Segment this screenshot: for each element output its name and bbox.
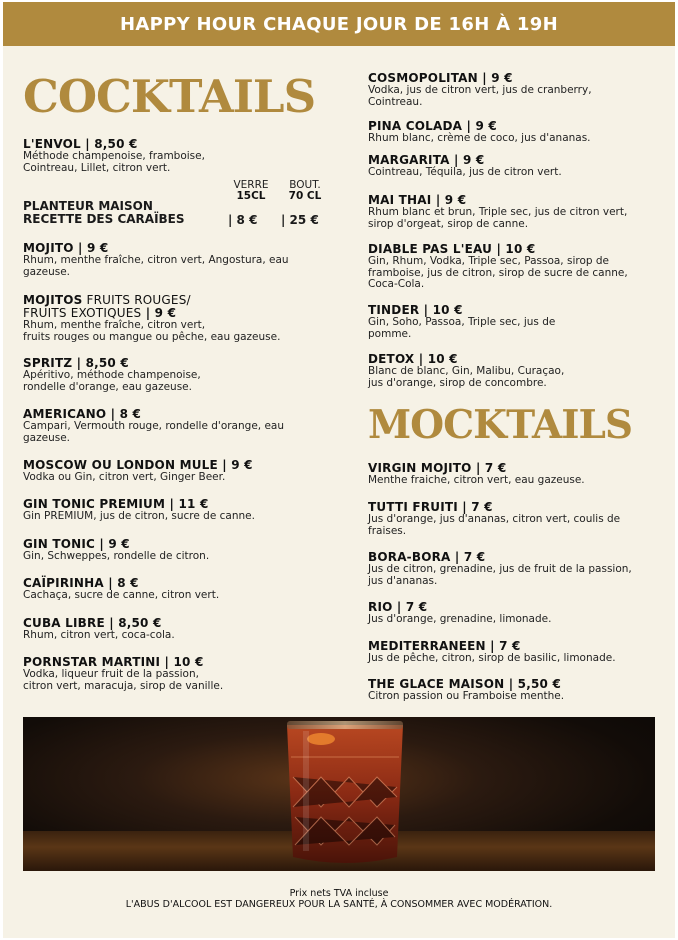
item-name: CAÏPIRINHA | 8 € — [23, 576, 139, 590]
price-header-verre — [225, 180, 277, 202]
item-desc: Rhum, menthe fraîche, citron vert, — [23, 319, 206, 331]
item-name: MOSCOW OU LONDON MULE | 9 € — [23, 458, 253, 472]
item-name: RIO | 7 € — [368, 600, 428, 614]
menu-item-pornstar-martini — [23, 656, 313, 692]
item-desc: Gin PREMIUM, jus de citron, sucre de canne. — [23, 510, 255, 522]
menu-item-rio — [368, 601, 658, 626]
item-desc: sirop d'orgeat, sirop de canne. — [368, 217, 529, 230]
happy-hour-banner: HAPPY HOUR CHAQUE JOUR DE 16H À 19H — [3, 2, 675, 46]
item-desc: Gin, Rhum, Vodka, Triple sec, Passoa, sirop de — [368, 255, 610, 267]
menu-item-diable-pas-leau — [368, 243, 658, 291]
item-desc: Gin, Schweppes, rondelle de citron. — [23, 550, 210, 562]
planteur-line1: PLANTEUR MAISON — [23, 199, 153, 213]
mocktails-title: MOCKTAILS — [368, 402, 633, 448]
item-name: SPRITZ | 8,50 € — [23, 356, 129, 370]
item-name: TINDER | 10 € — [368, 303, 463, 317]
menu-item-margarita — [368, 154, 658, 179]
item-desc: Vodka, jus de citron vert, jus de cranberry, — [368, 84, 592, 96]
menu-item-the-glace-maison — [368, 678, 658, 703]
price-header-bout — [279, 180, 331, 202]
item-desc: Méthode champenoise, framboise, — [23, 150, 205, 162]
item-name: VIRGIN MOJITO | 7 € — [368, 461, 507, 475]
item-desc: Gin, Soho, Passoa, Triple sec, jus de — [368, 316, 556, 328]
item-desc: Cachaça, sucre de canne, citron vert. — [23, 589, 220, 601]
item-name-light: FRUITS ROUGES/ — [82, 293, 191, 307]
item-desc: Jus d'orange, jus d'ananas, citron vert, coulis de — [368, 513, 621, 525]
item-desc: Cointreau, Téquila, jus de citron vert. — [368, 166, 562, 178]
menu-item-caipirinha — [23, 577, 313, 602]
menu-item-bora-bora — [368, 551, 658, 587]
item-desc: Vodka ou Gin, citron vert, Ginger Beer. — [23, 471, 226, 483]
item-name: GIN TONIC PREMIUM | 11 € — [23, 497, 209, 511]
item-desc: Cointreau. — [368, 95, 423, 108]
price-header-bout-label: BOUT. — [289, 179, 321, 191]
item-desc: fraises. — [368, 524, 407, 537]
menu-item-planteur — [23, 200, 185, 226]
item-name: BORA-BORA | 7 € — [368, 550, 486, 564]
item-desc: Rhum, menthe fraîche, citron vert, Angostura, eau — [23, 254, 289, 266]
menu-item-mediterraneen — [368, 640, 658, 665]
item-desc: Campari, Vermouth rouge, rondelle d'orange, eau — [23, 420, 284, 432]
item-price: | 9 € — [141, 306, 177, 320]
cocktail-glass-icon — [281, 717, 409, 869]
menu-item-gin-tonic — [23, 538, 313, 563]
item-desc: Jus de citron, grenadine, jus de fruit de la passion, — [368, 563, 632, 575]
price-note: Prix nets TVA incluse — [289, 888, 389, 899]
item-desc: fruits rouges ou mangue ou pêche, eau gazeuse. — [23, 330, 281, 343]
menu-page — [3, 2, 675, 938]
menu-item-mai-thai — [368, 194, 658, 230]
item-desc: framboise, jus de citron, sirop de sucre de canne, — [368, 266, 628, 279]
menu-item-detox — [368, 353, 658, 389]
item-name: DIABLE PAS L'EAU | 10 € — [368, 242, 536, 256]
cocktails-title: COCKTAILS — [23, 70, 316, 123]
item-name-light: FRUITS EXOTIQUES — [23, 306, 142, 320]
item-name: GIN TONIC | 9 € — [23, 537, 130, 551]
item-desc: Rhum blanc, crème de coco, jus d'ananas. — [368, 132, 591, 144]
menu-item-tinder — [368, 304, 658, 340]
price-header-verre-label: VERRE — [233, 179, 269, 191]
item-desc: Citron passion ou Framboise menthe. — [368, 690, 565, 702]
menu-item-tutti-fruiti — [368, 501, 658, 537]
price-header-verre-size: 15CL — [236, 190, 266, 202]
item-desc: Apéritivo, méthode champenoise, — [23, 369, 201, 381]
item-desc: pomme. — [368, 327, 412, 340]
menu-item-cuba-libre — [23, 617, 313, 642]
item-desc: Blanc de blanc, Gin, Malibu, Curaçao, — [368, 365, 565, 377]
item-desc: Menthe fraiche, citron vert, eau gazeuse. — [368, 474, 585, 486]
item-name: AMERICANO | 8 € — [23, 407, 142, 421]
item-name: L'ENVOL | 8,50 € — [23, 137, 138, 151]
menu-item-virgin-mojito — [368, 462, 658, 487]
item-name: DETOX | 10 € — [368, 352, 458, 366]
item-desc: Cointreau, Lillet, citron vert. — [23, 161, 171, 174]
item-name: PORNSTAR MARTINI | 10 € — [23, 655, 204, 669]
planteur-price-bout: | 25 € — [281, 213, 319, 227]
menu-item-americano — [23, 408, 313, 444]
menu-item-pina-colada — [368, 120, 658, 145]
item-name: THE GLACE MAISON | 5,50 € — [368, 677, 562, 691]
item-name: MOJITO | 9 € — [23, 241, 109, 255]
item-name: PINA COLADA | 9 € — [368, 119, 497, 133]
item-desc: gazeuse. — [23, 265, 70, 278]
menu-item-cosmopolitan — [368, 72, 658, 108]
item-desc: Jus d'orange, grenadine, limonade. — [368, 613, 552, 625]
item-name: TUTTI FRUITI | 7 € — [368, 500, 493, 514]
menu-item-moscow-mule — [23, 459, 313, 484]
item-name: CUBA LIBRE | 8,50 € — [23, 616, 162, 630]
item-desc: Rhum, citron vert, coca-cola. — [23, 629, 175, 641]
item-name: MEDITERRANEEN | 7 € — [368, 639, 521, 653]
item-desc: Coca-Cola. — [368, 278, 425, 290]
item-name: COSMOPOLITAN | 9 € — [368, 71, 513, 85]
item-desc: jus d'ananas. — [368, 574, 438, 587]
item-name: MARGARITA | 9 € — [368, 153, 485, 167]
item-desc: jus d'orange, sirop de concombre. — [368, 376, 547, 389]
menu-item-gin-tonic-premium — [23, 498, 313, 523]
item-desc: gazeuse. — [23, 431, 70, 444]
menu-item-lenvol — [23, 138, 313, 174]
alcohol-warning: L'ABUS D'ALCOOL EST DANGEREUX POUR LA SANTÉ, À CONSOMMER AVEC MODÉRATION. — [125, 899, 553, 910]
item-desc: citron vert, maracuja, sirop de vanille. — [23, 679, 224, 692]
menu-item-spritz — [23, 357, 313, 393]
menu-item-mojitos-fruits — [23, 294, 313, 343]
item-desc: Vodka, liqueur fruit de la passion, — [23, 668, 199, 680]
menu-item-mojito — [23, 242, 313, 278]
price-header-bout-size: 70 CL — [288, 190, 322, 202]
cocktail-glass-photo — [23, 717, 655, 871]
item-name: MAI THAI | 9 € — [368, 193, 467, 207]
item-name-bold: MOJITOS — [23, 293, 83, 307]
item-desc: Rhum blanc et brun, Triple sec, jus de citron vert, — [368, 206, 628, 218]
item-desc: rondelle d'orange, eau gazeuse. — [23, 380, 192, 393]
planteur-line2: RECETTE DES CARAÏBES — [23, 212, 185, 226]
item-desc: Jus de pêche, citron, sirop de basilic, limonade. — [368, 652, 616, 664]
planteur-price-verre: | 8 € — [228, 213, 258, 227]
